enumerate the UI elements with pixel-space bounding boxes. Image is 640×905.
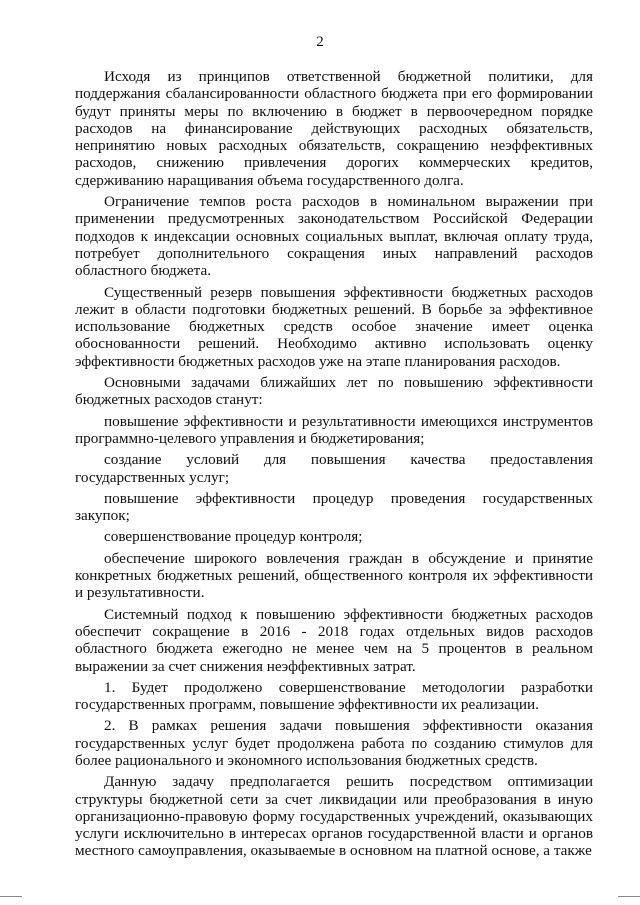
scan-edge-mark-right — [618, 896, 640, 897]
paragraph-expense-growth-limit: Ограничение темпов роста расходов в номинальном выражении при применении предусмотренных законодательством Российской Федерации подходов к индексации основных социальных выплат, включая оплату труда, потребует дополнительного сокращения иных направлений расходов областного бюджета. — [75, 193, 593, 280]
task-item-procurement: повышение эффективности процедур проведения государственных закупок; — [75, 489, 593, 525]
paragraph-budget-policy: Исходя из принципов ответственной бюджетной политики, для поддержания сбалансированности областного бюджета при его формировании будут приняты меры по включению в бюджет в первоочередном порядке расходов на финансирование действующих расходных обязательств, непринятию новых расходных обязательств, сокращению неэффективных расходов, снижению привлечения дорогих коммерческих кредитов, сдерживанию наращивания объема государственного долга. — [75, 68, 593, 189]
task-item-citizen-involvement: обеспечение широкого вовлечения граждан в обсуждение и принятие конкретных бюджетных решений, общественного контроля их эффективности и результативности. — [75, 549, 593, 602]
numbered-item-1: 1. Будет продолжено совершенствование методологии разработки государственных программ, повышение эффективности их реализации. — [75, 678, 593, 714]
scan-edge-mark-left — [0, 896, 22, 897]
task-item-public-services: создание условий для повышения качества предоставления государственных услуг; — [75, 451, 593, 486]
paragraph-systemic-approach: Системный подход к повышению эффективности бюджетных расходов обеспечит сокращение в 2016 - 2018 годах отдельных видов расходов областного бюджета ежегодно не менее чем на 5 процентов в реальном выражении за счет снижения неэффективных затрат. — [75, 605, 593, 675]
task-item-control: совершенствование процедур контроля; — [104, 528, 363, 546]
paragraph-main-tasks-intro: Основными задачами ближайших лет по повышению эффективности бюджетных расходов станут: — [75, 374, 593, 409]
paragraph-network-optimization: Данную задачу предполагается решить посредством оптимизации структуры бюджетной сети за счет ликвидации или преобразования в иную организационно-правовую форму государственных учреждений, оказывающих услуги исключительно в интересах органов государственной власти и органов местного самоуправления, оказываемые в основном на платной основе, а также — [75, 773, 593, 860]
numbered-item-2: 2. В рамках решения задачи повышения эффективности оказания государственных услуг будет продолжена работа по созданию стимулов для более рационального и экономного использования бюджетных средств. — [75, 717, 593, 769]
task-item-program-instruments: повышение эффективности и результативности имеющихся инструментов программно-целевого управления и бюджетирования; — [75, 412, 593, 447]
document-body — [75, 68, 593, 864]
page-number: 2 — [316, 34, 324, 50]
paragraph-efficiency-reserve: Существенный резерв повышения эффективности бюджетных расходов лежит в области подготовки бюджетных решений. В борьбе за эффективное использование бюджетных средств особое значение имеет оценка обоснованности решений. Необходимо активно использовать оценку эффективности бюджетных расходов уже на этапе планирования расходов. — [75, 283, 593, 370]
